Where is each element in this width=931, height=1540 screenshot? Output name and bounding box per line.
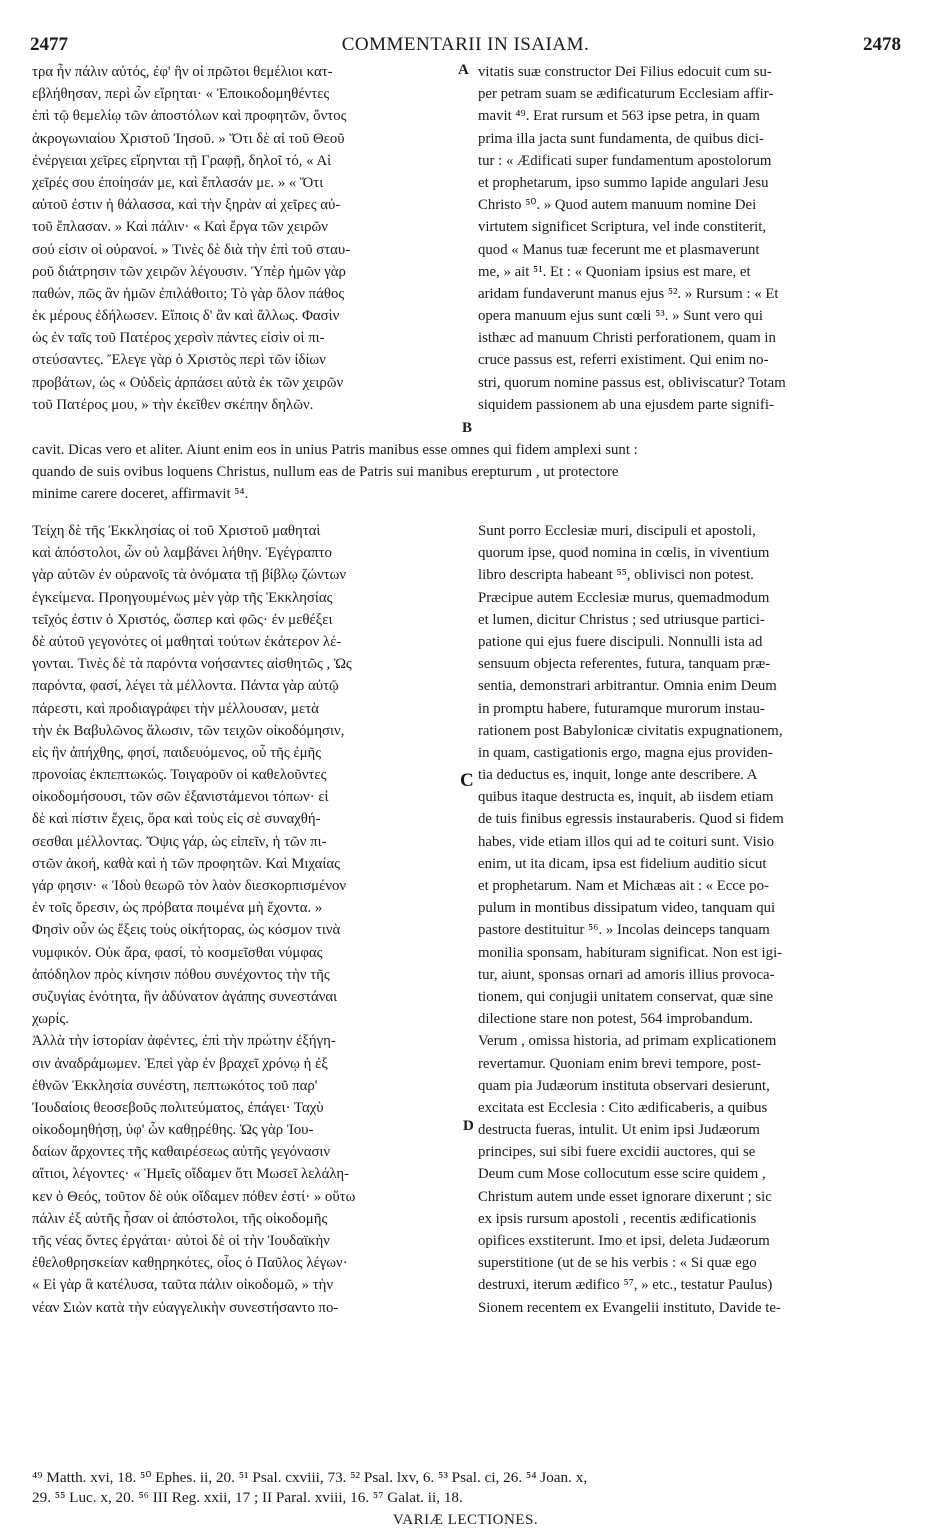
latin-text-line: superstitione (ut de se his verbis : « Si quæ ego [478,1255,757,1272]
greek-text-line: τοῦ Πατέρος μου, » τὴν ἐκεῖθεν σκέπην δηλῶν. [32,396,314,413]
greek-text-line: δαίων ἄρχοντες τῆς καθαιρέσεως αὐτῆς γεγόνασιν [32,1144,331,1161]
latin-text-line: quod « Manus tuæ fecerunt me et plasmaverunt [478,241,760,258]
latin-text-line: excitata est Ecclesia : Cito ædificaberis, a quibus [478,1099,768,1116]
latin-text-line: in quam, castigationis ergo, magna ejus providen- [478,744,773,761]
greek-column-bottom [32,520,456,1319]
greek-text-line: στῶν ἀκοή, καθὰ καὶ ἡ τῶν προφητῶν. Καὶ Μιχαίας [32,855,340,872]
latin-text-line: Sionem recentem ex Evangelii instituto, Davide te- [478,1299,781,1316]
greek-text-line: αὐτοῦ ἐστιν ἡ θάλασσα, καὶ τὴν ξηρὰν αἱ χεῖρες αὐ- [32,197,341,214]
footnote-line: ⁴⁹ Matth. xvi, 18. ⁵⁰ Ephes. ii, 20. ⁵¹ Psal. cxviii, 73. ⁵² Psal. lxv, 6. ⁵³ Psal. ci, 26. ⁵⁴ Joan. x, [32,1469,588,1486]
greek-text-line: ροῦ διάτρησιν τῶν χειρῶν λέγουσιν. Ὑπὲρ ἡμῶν γὰρ [32,263,346,280]
latin-text-line: rationem post Babylonicæ civitatis expugnationem, [478,722,783,739]
greek-text-line: δὲ καὶ πίστιν ἔχεις, ὅρα καὶ τοὺς εἰς σὲ συναχθή- [32,811,321,828]
latin-text-line: aridam fundaverunt manus ejus ⁵². » Rursum : « Et [478,285,779,302]
greek-text-line: κεν ὁ Θεός, τοῦτον δὲ οὐκ οἴδαμεν πόθεν ἐστί· » οὕτω [32,1188,356,1205]
greek-text-line: καὶ ἀπόστολοι, ὧν οὐ λαμβάνει λήθην. Ἐγέγραπτο [32,545,332,562]
greek-text-line: αἴτιοι, λέγοντες· « Ἡμεῖς οἴδαμεν ὅτι Μωσεῖ λελάλη- [32,1166,350,1183]
greek-text-line: γὰρ αὐτῶν ἐν οὐρανοῖς τὰ ὀνόματα τῇ βίβλῳ ζώντων [32,567,347,584]
greek-text-line: γάρ φησιν· « Ἰδοὺ θεωρῶ τὸν λαὸν διεσκορπισμένον [32,878,347,894]
latin-text-line: habes, vide etiam illos qui ad te coituri sunt. Visio [478,833,774,850]
column-number-right: 2478 [863,34,901,55]
greek-text-line: προβάτων, ὡς « Οὐδεὶς ἁρπάσει αὐτὰ ἐκ τῶν χειρῶν [32,374,344,391]
greek-text-line: ὡς ἐν ταῖς τοῦ Πατέρος χερσὶν πάντες εἰσὶν οἱ πι- [32,330,325,347]
greek-text-line: πάλιν ἐξ αὐτῆς ἦσαν οἱ ἀπόστολοι, τῆς οἰκοδομῆς [32,1210,328,1227]
running-title: COMMENTARII IN ISAIAM. [341,34,590,55]
latin-text-line: pulum in montibus dissipatum video, tanquam qui [478,900,776,917]
greek-text-line: ἀπόδηλον πρὸς κίνησιν πόθου συνέχοντος τὴν τῆς [32,966,330,983]
greek-text-line: Φησὶν οὖν ὡς ἕξεις τοὺς οἰκήτορας, ὡς κόσμον τινὰ [32,922,341,939]
greek-text-line: παθών, πῶς ἂν ἡμῶν ἐπιλάθοιτο; Τὸ γὰρ ὅλον πάθος [32,285,345,302]
latin-text-line: vitatis suæ constructor Dei Filius edocuit cum su- [478,64,772,80]
latin-text-line: et prophetarum. Nam et Michæas ait : « Ecce po- [478,878,769,894]
latin-text-line: mavit ⁴⁹. Erat rursum et 563 ipse petra, in quam [478,108,760,125]
latin-text-line: sentia, demonstrari arbitrantur. Omnia enim Deum [478,678,777,695]
latin-text-line: enim, ut ita dicam, ipsa est fidelium auditio sicut [478,855,767,872]
greek-text-line: Τείχη δὲ τῆς Ἐκκλησίας οἱ τοῦ Χριστοῦ μαθηταὶ [32,523,321,539]
greek-text-line: προνοίας ἐκπεπτωκώς. Τοιγαροῦν οἱ καθελοῦντες [32,767,327,784]
variae-lectiones-heading: VARIÆ LECTIONES. [392,1512,539,1528]
latin-text-line: Sunt porro Ecclesiæ muri, discipuli et apostoli, [478,523,756,539]
greek-text-line: ἐπὶ τῷ θεμελίῳ τῶν ἀποστόλων καὶ προφητῶν, ὄντος [32,108,347,125]
greek-text-line: ἐκ μέρους ἐδήλωσεν. Εἴποις δ' ἂν καὶ ἄλλως. Φασὶν [32,308,340,325]
latin-text-line: tur : « Ædificati super fundamentum apostolorum [478,152,772,169]
latin-text-line: me, » ait ⁵¹. Et : « Quoniam ipsius est mare, et [478,263,751,280]
greek-text-line: τοῦ ἔπλασαν. » Καὶ πάλιν· « Καὶ ἔργα τῶν χειρῶν [32,219,328,236]
column-number-left: 2477 [30,34,68,55]
greek-text-line: οἰκοδομήσουσι, τῶν σῶν ἐξανιστάμενοι τόπων· εἰ [32,789,329,806]
latin-text-line: pastore destituitur ⁵⁶. » Incolas deinceps tanquam [478,922,770,939]
latin-text-line: siquidem passionem ab una ejusdem parte signifi- [478,396,774,413]
latin-text-line: principes, sui sibi fuere excidii auctores, qui se [478,1144,756,1161]
latin-text-line: et lumen, dicitur Christus ; sed utriusque partici- [478,611,765,628]
greek-text-line: νέαν Σιὼν κατὰ τὴν εὐαγγελικὴν συνεστήσαντο πο- [32,1299,339,1316]
latin-text-line: tionem, qui conjugii unitatem conservat, quæ sine [478,988,774,1005]
latin-text-line: sensuum objecta referentes, futura, tanquam præ- [478,656,771,673]
latin-text-line: prima illa jacta sunt fundamenta, de quibus dici- [478,130,764,147]
greek-text-line: ἐθνῶν Ἐκκλησία συνέστη, πεπτωκότος τοῦ παρ' [32,1077,318,1094]
latin-text-line: monilia sponsam, habituram significat. Non est igi- [478,944,783,961]
greek-text-line: Ἰουδαίοις θεοσεβοῦς πολιτεύματος, ἐπάγει· Ταχὺ [32,1099,324,1116]
greek-text-line: τὴν ἐκ Βαβυλῶνος ἅλωσιν, τῶν τειχῶν οἰκοδόμησιν, [32,722,345,739]
greek-text-line: ἐγκείμενα. Προηγουμένως μὲν γὰρ τῆς Ἐκκλησίας [32,589,333,606]
greek-text-line: χεῖρές σου ἐποίησάν με, καὶ ἔπλασάν με. » « Ὅτι [32,174,324,191]
greek-column-top [32,61,456,416]
greek-text-line: σιν ἀναδράμωμεν. Ἐπεὶ γὰρ ἐν βραχεῖ χρόνῳ ἡ ἐξ [32,1055,328,1072]
greek-text-line: ἐθελοθρησκείαν καθῃρηκότες, οἷος ὁ Παῦλος λέγων· [32,1255,348,1272]
latin-text-line: patione qui ejus fuere discipuli. Nonnulli ista ad [478,633,763,650]
latin-text-line: Christo ⁵⁰. » Quod autem manuum nomine Dei [478,197,757,214]
greek-text-line: « Εἰ γὰρ ἃ κατέλυσα, ταῦτα πάλιν οἰκοδομῶ, » τὴν [32,1277,334,1294]
latin-column-bottom [478,520,904,1319]
greek-text-line: εβλήθησαν, περὶ ὧν εἴρηται· « Ἐποικοδομηθέντες [32,86,330,103]
greek-text-line: σεσθαι μέλλοντας. Ὄψις γάρ, ὡς εἰπεῖν, ἡ τῶν πι- [32,833,327,850]
greek-text-line: οἰκοδομηθήσῃ, ὑφ' ὧν καθῃρέθης. Ὡς γὰρ Ἰου- [32,1122,314,1139]
running-header [30,34,901,60]
latin-text-line: opera manuum ejus sunt cœli ⁵³. » Sunt vero qui [478,308,763,325]
latin-text-line: Verum , omissa historia, ad primam explicationem [478,1033,777,1050]
greek-text-line: νυμφικόν. Οὐκ ἄρα, φασί, τὸ κοσμεῖσθαι νύμφας [32,944,323,961]
greek-text-line: συζυγίας ἑνότητα, ἣν ἀδύνατον ἀγάπης συνεστάναι [32,988,338,1005]
latin-text-line: tur, aiunt, sponsas ornari ad amoris illius provoca- [478,966,775,983]
latin-text-line: quorum ipse, quod nomina in cœlis, in viventium [478,545,770,562]
latin-text-line: dilectione stare non potest, 564 improbandum. [478,1011,753,1028]
footnote-line: 29. ⁵⁵ Luc. x, 20. ⁵⁶ III Reg. xxii, 17 ; II Paral. xviii, 16. ⁵⁷ Galat. ii, 18. [32,1489,463,1506]
latin-text-line: opifices exstiterunt. Imo et ipsi, deleta Judæorum [478,1233,770,1249]
footnotes [32,1468,904,1508]
latin-text-line: tia deductus es, inquit, longe ante describere. A [478,767,758,784]
latin-text-line: stri, quorum nomine passus est, obliviscatur? Totam [478,374,786,391]
greek-text-line: στεύσαντες. Ἔλεγε γὰρ ὁ Χριστὸς περὶ τῶν ἰδίων [32,352,326,369]
greek-text-line: παρόντα, φασί, λέγει τὰ μέλλοντα. Πάντα γὰρ αὐτῷ [32,678,339,695]
latin-text-line: virtutem significet Scriptura, vel inde constiterit, [478,219,767,236]
greek-text-line: Ἀλλὰ τὴν ἱστορίαν ἀφέντες, ἐπὶ τὴν πρώτην ἐξήγη- [32,1033,336,1050]
latin-text-line: libro descripta habeant ⁵⁵, oblivisci non potest. [478,567,754,584]
latin-spanning-lines [32,439,904,506]
latin-column-top [478,61,904,416]
latin-text-line: de tuis finibus egressis instauraberis. Quod si fidem [478,811,784,828]
greek-text-line: ἀκρογωνιαίου Χριστοῦ Ἰησοῦ. » Ὅτι δὲ αἱ τοῦ Θεοῦ [32,130,345,147]
latin-text-line: cruce passus est, referri existiment. Qui enim no- [478,352,769,369]
latin-text-line: ex ipsis rursum apostoli , recentis ædificationis [478,1210,757,1227]
latin-text-line: isthæc ad manuum Christi perforationem, quam in [478,330,776,347]
greek-text-line: σού εἰσιν οἱ οὐρανοί. » Τινὲς δὲ διὰ τὴν ἐπὶ τοῦ σταυ- [32,241,351,258]
latin-text-line: revertamur. Quoniam enim brevi tempore, post- [478,1055,762,1072]
greek-text-line: ἐνέργειαι χεῖρες εἴρηνται τῇ Γραφῇ, δηλοῖ τό, « Αἱ [32,152,332,169]
margin-mark-c: C [460,770,474,791]
greek-text-line: χωρίς. [32,1011,69,1028]
greek-text-line: γονται. Τινὲς δὲ τὰ παρόντα νοήσαντες αἰσθητῶς , Ὡς [32,656,352,673]
greek-text-line: τεῖχός ἐστιν ὁ Χριστός, ὥσπερ καὶ φῶς· ἐν μεθέξει [32,611,333,628]
latin-text-line: in promptu habere, futuramque murorum instau- [478,700,765,717]
latin-text-line: minime carere doceret, affirmavit ⁵⁴. [32,486,249,503]
greek-text-line: τρα ἦν πάλιν αὐτός, ἐφ' ἣν οἱ πρῶτοι θεμέλιοι κατ- [32,64,333,80]
latin-text-line: Præcipue autem Ecclesiæ murus, quemadmodum [478,589,770,606]
greek-text-line: εἰς ἣν ἀπήχθης, φησί, παιδευόμενος, οὗ τῆς ἐμῆς [32,744,322,761]
latin-text-line: quam pia Judæorum instituta observari desierunt, [478,1077,770,1094]
latin-text-line: quando de suis ovibus loquens Christus, nullum eas de Patris sui manibus erepturum , ut protectore [32,464,619,481]
latin-text-line: Christum autem unde esset ignorare dixerunt ; sic [478,1188,772,1205]
greek-text-line: τῆς νέας ὄντες ἐργάται· αὐτοὶ δὲ οἱ τὴν Ἰουδαϊκὴν [32,1233,330,1249]
greek-text-line: δὲ αὐτοῦ γεγονότες οἱ μαθηταὶ τούτων ἑκάτερον λέ- [32,633,342,650]
margin-mark-d: D [463,1118,474,1134]
margin-mark-a: A [458,62,469,78]
margin-mark-b: B [462,420,473,436]
greek-text-line: ἐν τοῖς ὄρεσιν, ὡς πρόβατα ποιμένα μὴ ἔχοντα. » [32,900,323,917]
greek-text-line: πάρεστι, καὶ προδιαγράφει τὴν μέλλουσαν, μετὰ [32,700,319,717]
latin-text-line: quibus itaque destructa es, inquit, ab iisdem etiam [478,789,774,806]
latin-text-line: et prophetarum, ipso summo lapide angulari Jesu [478,174,769,191]
latin-text-line: per petram suam se ædificaturum Ecclesiam affir- [478,86,774,103]
latin-text-line: destruxi, iterum ædifico ⁵⁷, » etc., testatur Paulus) [478,1277,773,1294]
latin-text-line: Deum cum Mose collocutum esse scire quidem , [478,1166,766,1183]
latin-text-line: cavit. Dicas vero et aliter. Aiunt enim eos in unius Patris manibus esse omnes qui fidem amplexi sunt : [32,442,638,458]
latin-text-line: destructa fueras, intulit. Ut enim ipsi Judæorum [478,1122,760,1139]
